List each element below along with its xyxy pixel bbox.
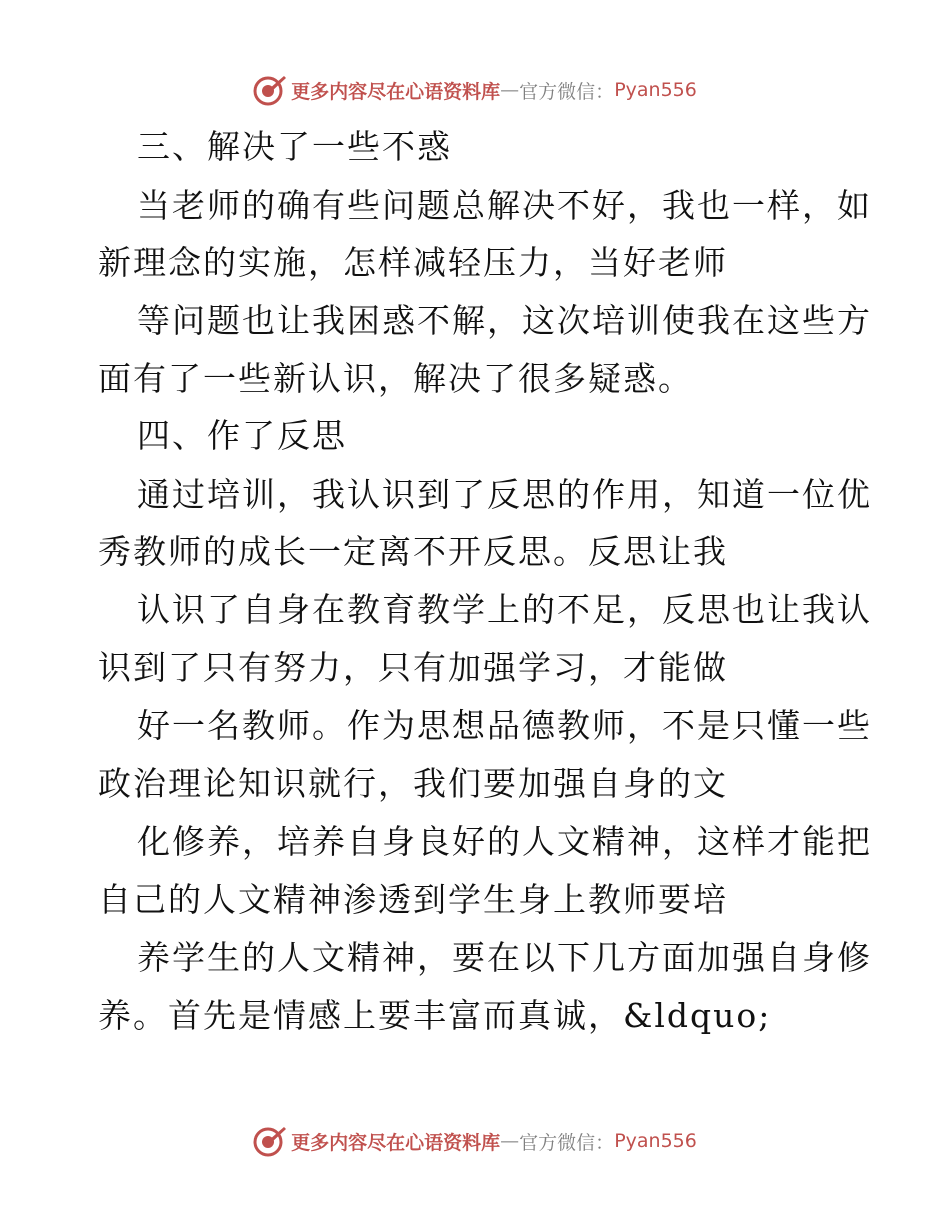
footer-banner xyxy=(0,1121,950,1161)
paragraph-line: 政治理论知识就行，我们要加强自身的文 xyxy=(98,764,728,803)
paragraph-line: 等问题也让我困惑不解，这次培训使我在这些方 xyxy=(137,301,872,340)
paragraph-line: 通过培训，我认识到了反思的作用，知道一位优 xyxy=(137,475,872,514)
banner-wechat-label: 官方微信： xyxy=(519,80,615,103)
paragraph-line: 养学生的人文精神，要在以下几方面加强自身修 xyxy=(137,938,872,977)
banner-wechat-id: Pyan556 xyxy=(614,79,697,101)
banner-brand: 更多内容尽在心语资料库 xyxy=(291,1131,501,1154)
paragraph-line: 养。首先是情感上要丰富而真诚，&ldquo; xyxy=(98,996,772,1035)
pen-seal-logo-icon xyxy=(253,73,287,107)
paragraph-line: 自己的人文精神渗透到学生身上教师要培 xyxy=(98,880,728,919)
paragraph-line: 当老师的确有些问题总解决不好，我也一样，如 xyxy=(137,186,872,225)
banner-separator: — xyxy=(500,1130,520,1152)
paragraph-line: 好一名教师。作为思想品德教师，不是只懂一些 xyxy=(137,706,872,745)
header-banner xyxy=(0,70,950,110)
paragraph-line: 识到了只有努力，只有加强学习，才能做 xyxy=(98,648,728,687)
paragraph-line: 新理念的实施，怎样减轻压力，当好老师 xyxy=(98,243,728,282)
section-heading: 三、解决了一些不惑 xyxy=(137,127,452,166)
paragraph-line: 秀教师的成长一定离不开反思。反思让我 xyxy=(98,532,728,571)
section-heading: 四、作了反思 xyxy=(137,416,347,455)
paragraph-line: 面有了一些新认识，解决了很多疑惑。 xyxy=(98,359,693,398)
pen-seal-logo-icon xyxy=(253,1124,287,1158)
paragraph-line: 化修养，培养自身良好的人文精神，这样才能把 xyxy=(137,822,872,861)
banner-wechat-id: Pyan556 xyxy=(614,1130,697,1152)
banner-brand: 更多内容尽在心语资料库 xyxy=(291,80,501,103)
paragraph-line: 认识了自身在教育教学上的不足，反思也让我认 xyxy=(137,590,872,629)
banner-separator: — xyxy=(500,79,520,101)
banner-wechat-label: 官方微信： xyxy=(519,1131,615,1154)
